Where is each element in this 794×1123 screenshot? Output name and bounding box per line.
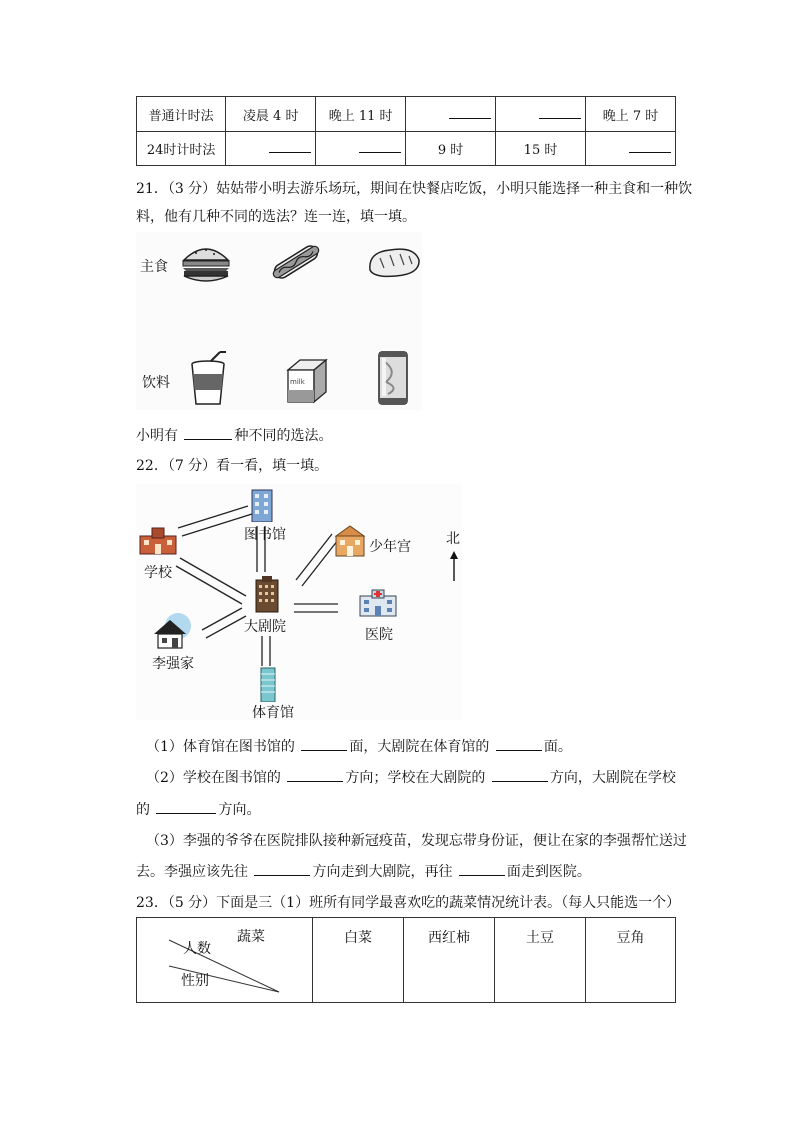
column-header: 土豆 bbox=[495, 918, 586, 1002]
library-label: 图书馆 bbox=[244, 527, 286, 543]
q22-map bbox=[136, 484, 462, 720]
header-gender: 性别 bbox=[181, 973, 209, 989]
youth-palace-building-icon[interactable] bbox=[332, 524, 368, 558]
header-count: 人数 bbox=[183, 941, 211, 957]
q22-part1: （1）体育馆在图书馆的 面，大剧院在体育馆的 面。 bbox=[146, 736, 572, 756]
answer-blank[interactable] bbox=[301, 736, 347, 751]
answer-blank[interactable] bbox=[496, 736, 542, 751]
cell: 15 时 bbox=[496, 132, 586, 166]
q22-part2: （2）学校在图书馆的 方向；学校在大剧院的 方向，大剧院在学校 bbox=[146, 767, 676, 787]
library-building-icon[interactable] bbox=[250, 488, 274, 522]
column-header: 白菜 bbox=[313, 918, 404, 1002]
answer-blank[interactable] bbox=[254, 861, 310, 876]
q21-picture bbox=[136, 232, 422, 410]
time-table bbox=[136, 96, 676, 166]
hot-dog-icon[interactable] bbox=[268, 238, 324, 286]
column-header: 西红柿 bbox=[404, 918, 495, 1002]
hospital-label: 医院 bbox=[365, 627, 393, 643]
q23-stem: 23．（5 分）下面是三（1）班所有同学最喜欢吃的蔬菜情况统计表。（每人只能选一个） bbox=[136, 895, 681, 911]
cell-blank[interactable] bbox=[406, 97, 496, 132]
cell: 晚上 7 时 bbox=[585, 97, 675, 132]
row-label-normal-time: 普通计时法 bbox=[137, 97, 226, 132]
hospital-building-icon[interactable] bbox=[358, 588, 398, 618]
q22-part2-cont: 的 方向。 bbox=[136, 799, 260, 819]
header-vegetable: 蔬菜 bbox=[237, 929, 265, 945]
school-building-icon[interactable] bbox=[138, 526, 178, 556]
answer-blank[interactable] bbox=[156, 799, 216, 814]
drink-cup-icon[interactable] bbox=[186, 350, 230, 408]
bread-icon[interactable] bbox=[366, 244, 422, 280]
north-label: 北 bbox=[446, 531, 460, 547]
column-header: 豆角 bbox=[616, 930, 645, 946]
q21-answer-line: 小明有 种不同的选法。 bbox=[136, 425, 332, 445]
hamburger-icon[interactable] bbox=[180, 242, 232, 284]
gym-building-icon[interactable] bbox=[258, 666, 278, 702]
liqiang-home-icon[interactable] bbox=[150, 612, 194, 650]
label-staple-food: 主食 bbox=[140, 259, 168, 275]
q22-part3-line2: 去。李强应该先往 方向走到大剧院，再往 面走到医院。 bbox=[136, 861, 591, 881]
q21-stem-line1: 21．（3 分）姑姑带小明去游乐场玩，期间在快餐店吃饭，小明只能选择一种主食和一种饮 bbox=[136, 181, 693, 197]
diagonal-lines bbox=[137, 918, 313, 1002]
milk-label: milk bbox=[290, 378, 305, 386]
answer-blank[interactable] bbox=[492, 767, 548, 782]
gym-label: 体育馆 bbox=[252, 705, 294, 721]
cell: 9 时 bbox=[406, 132, 496, 166]
map-roads bbox=[136, 484, 462, 720]
cell: 晚上 11 时 bbox=[316, 97, 406, 132]
cell: 凌晨 4 时 bbox=[226, 97, 316, 132]
milk-carton-icon[interactable] bbox=[282, 354, 332, 406]
youth-palace-label: 少年宫 bbox=[369, 539, 411, 555]
row-label-24h-time: 24时计时法 bbox=[137, 132, 226, 166]
diagonal-header-cell bbox=[137, 918, 313, 1002]
soda-can-icon[interactable] bbox=[376, 348, 410, 408]
answer-blank[interactable] bbox=[184, 425, 232, 440]
cell-blank[interactable] bbox=[496, 97, 586, 132]
theater-label: 大剧院 bbox=[244, 619, 286, 635]
q22-part3-line1: （3）李强的爷爷在医院排队接种新冠疫苗，发现忘带身份证，便让在家的李强帮忙送过 bbox=[146, 833, 687, 849]
answer-blank[interactable] bbox=[287, 767, 343, 782]
label-drinks: 饮料 bbox=[142, 375, 170, 391]
cell-blank[interactable] bbox=[316, 132, 406, 166]
north-arrow-icon bbox=[448, 550, 460, 582]
cell-blank[interactable] bbox=[226, 132, 316, 166]
q21-stem-line2: 料，他有几种不同的选法？连一连，填一填。 bbox=[136, 209, 416, 225]
cell-blank[interactable] bbox=[585, 132, 675, 166]
school-label: 学校 bbox=[144, 565, 172, 581]
liqiang-home-label: 李强家 bbox=[152, 656, 194, 672]
theater-building-icon[interactable] bbox=[252, 574, 282, 614]
vegetable-stats-table bbox=[136, 917, 676, 1003]
q22-stem: 22．（7 分）看一看，填一填。 bbox=[136, 458, 329, 474]
answer-blank[interactable] bbox=[459, 861, 505, 876]
